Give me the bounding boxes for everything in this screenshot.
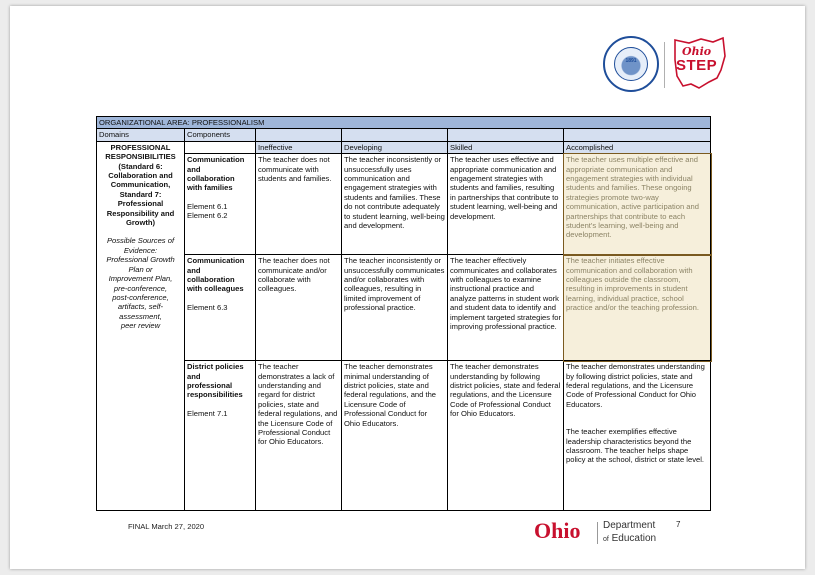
level-ineffective: Ineffective	[256, 141, 342, 153]
ohio-academy-of-science-seal	[603, 36, 659, 92]
footer-department: Department	[603, 520, 656, 531]
level-developing: Developing	[342, 141, 448, 153]
cell-accomplished-highlighted: The teacher initiates effective communication and collaboration with colleagues outside the classroom, resulting in improvements in student learning, individual practice, school practice and/or the teaching profession.	[564, 255, 711, 361]
column-header-row	[97, 129, 711, 141]
footer-education: of Education	[603, 533, 657, 544]
cell-accomplished-highlighted: The teacher uses multiple effective and appropriate communication and engagement strategies with individual students and families. These ongoing strategies promote two-way communication, active participation and partnerships that contribute to each student's learning, well-being and development.	[564, 154, 711, 255]
level-skilled: Skilled	[448, 141, 564, 153]
cell-skilled: The teacher uses effective and appropriate communication and engagement strategies with students and families, resulting in partnerships that contribute to student learning, well-being and development.	[448, 154, 564, 255]
component-elements: Element 6.1 Element 6.2	[187, 201, 228, 221]
cell-skilled: The teacher demonstrates understanding by following district policies, state and federal regulations, and the Licensure Code of Professional Conduct for Ohio Educators.	[448, 361, 564, 511]
table-row	[97, 255, 711, 361]
cell-accomplished: The teacher demonstrates understanding by following district policies, state and federal regulations, and the Licensure Code of Professional Conduct for Ohio Educators. The teacher exemplifies effective leadership characteristics beyond the classroom. The teacher helps shape policy at the school, district or state level.	[564, 361, 711, 511]
seal-year: 1891	[625, 58, 637, 64]
logo-divider	[664, 42, 665, 88]
components-header: Components	[185, 129, 256, 141]
footer-date: FINAL March 27, 2020	[128, 522, 205, 531]
domain-title: PROFESSIONAL RESPONSIBILITIES (Standard 6: Collaboration and Communication, Standard 7: Professional Responsibility and Growth)	[105, 142, 176, 228]
component-cell	[185, 361, 256, 511]
area-title-row	[97, 117, 711, 129]
step-logo-ohio: Ohio	[682, 45, 712, 58]
professionalism-rubric-table	[96, 116, 711, 511]
table-row	[97, 361, 711, 511]
component-cell	[185, 255, 256, 361]
step-logo-word: STEP	[676, 57, 718, 74]
cell-ineffective: The teacher does not communicate with students and families.	[256, 154, 342, 255]
document-page	[10, 6, 805, 569]
domain-evidence-sources: Possible Sources of Evidence: Professional Growth Plan or Improvement Plan, pre-conference, post-conference, artifacts, self- assessment, peer review	[106, 236, 175, 331]
domain-cell	[97, 141, 185, 510]
component-elements: Element 7.1	[187, 408, 228, 418]
area-title: ORGANIZATIONAL AREA: PROFESSIONALISM	[97, 117, 711, 129]
domains-header: Domains	[97, 129, 185, 141]
component-title: Communication and collaboration with families	[187, 155, 245, 193]
component-title: District policies and professional responsibilities	[187, 362, 244, 400]
page-number: 7	[676, 520, 681, 529]
table-row	[97, 154, 711, 255]
ohio-step-logo	[669, 36, 729, 92]
cell-ineffective: The teacher demonstrates a lack of understanding and regard for district policies, state and federal regulations, and the Licensure Code of Professional Conduct for Ohio Educators.	[256, 361, 342, 511]
footer-logo-divider	[597, 522, 598, 544]
cell-skilled: The teacher effectively communicates and collaborates with colleagues to examine instructional practice and analyze patterns in student work and student data to identify and implement targeted strategies for improving professional practice.	[448, 255, 564, 361]
cell-developing: The teacher inconsistently or unsuccessfully communicates and/or collaborates with colleagues, resulting in limited improvement of professional practice.	[342, 255, 448, 361]
seal-emblem-icon	[614, 47, 648, 81]
level-accomplished: Accomplished	[564, 141, 711, 153]
cell-developing: The teacher inconsistently or unsuccessfully uses communication and engagement strategies with students and families. These do not contribute adequately to student learning, well-being and development.	[342, 154, 448, 255]
performance-level-row	[97, 141, 711, 153]
ohio-logo-wordmark: Ohio	[534, 518, 581, 543]
component-title: Communication and collaboration with colleagues	[187, 256, 245, 294]
component-cell	[185, 154, 256, 255]
component-elements: Element 6.3	[187, 302, 228, 312]
cell-accomplished-leadership: The teacher exemplifies effective leadership characteristics beyond the classroom. The teacher helps shape policy at the school, district or state level.	[566, 427, 705, 465]
cell-developing: The teacher demonstrates minimal understanding of district policies, state and federal regulations, and the Licensure Code of Professional Conduct for Ohio Educators.	[342, 361, 448, 511]
cell-ineffective: The teacher does not communicate and/or collaborate with colleagues.	[256, 255, 342, 361]
